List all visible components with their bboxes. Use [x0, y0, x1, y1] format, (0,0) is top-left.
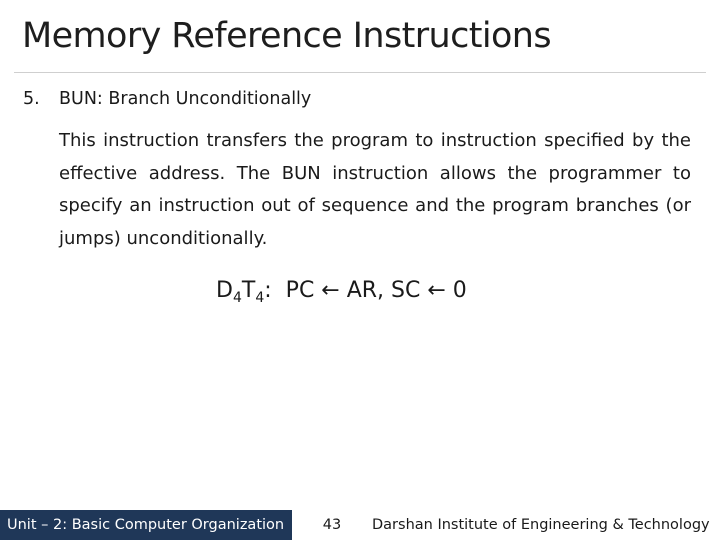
list-item-heading — [23, 89, 311, 109]
list-item-number: 5. — [23, 89, 40, 109]
equation-d: D — [216, 278, 233, 303]
footer — [0, 510, 720, 540]
micro-operation-equation — [216, 278, 467, 306]
equation-t: T — [241, 278, 256, 303]
equation-rhs: PC ← AR, SC ← 0 — [285, 278, 467, 303]
footer-page-number: 43 — [322, 517, 342, 533]
body-paragraph: This instruction transfers the program to instruction specified by the effective address. The BUN instruction allows the programmer to specify an instruction out of sequence and the program branches (or jumps) unconditionally. — [59, 130, 691, 249]
equation-t-subscript: 4 — [255, 290, 265, 306]
list-item-heading-text: BUN: Branch Unconditionally — [59, 89, 312, 109]
footer-institute-name: Darshan Institute of Engineering & Technology — [372, 517, 710, 533]
title-divider — [14, 72, 706, 73]
equation-colon: : — [264, 278, 272, 303]
footer-unit-label: Unit – 2: Basic Computer Organization — [0, 510, 292, 540]
slide-title: Memory Reference Instructions — [22, 16, 551, 56]
equation-d-subscript: 4 — [232, 290, 242, 306]
